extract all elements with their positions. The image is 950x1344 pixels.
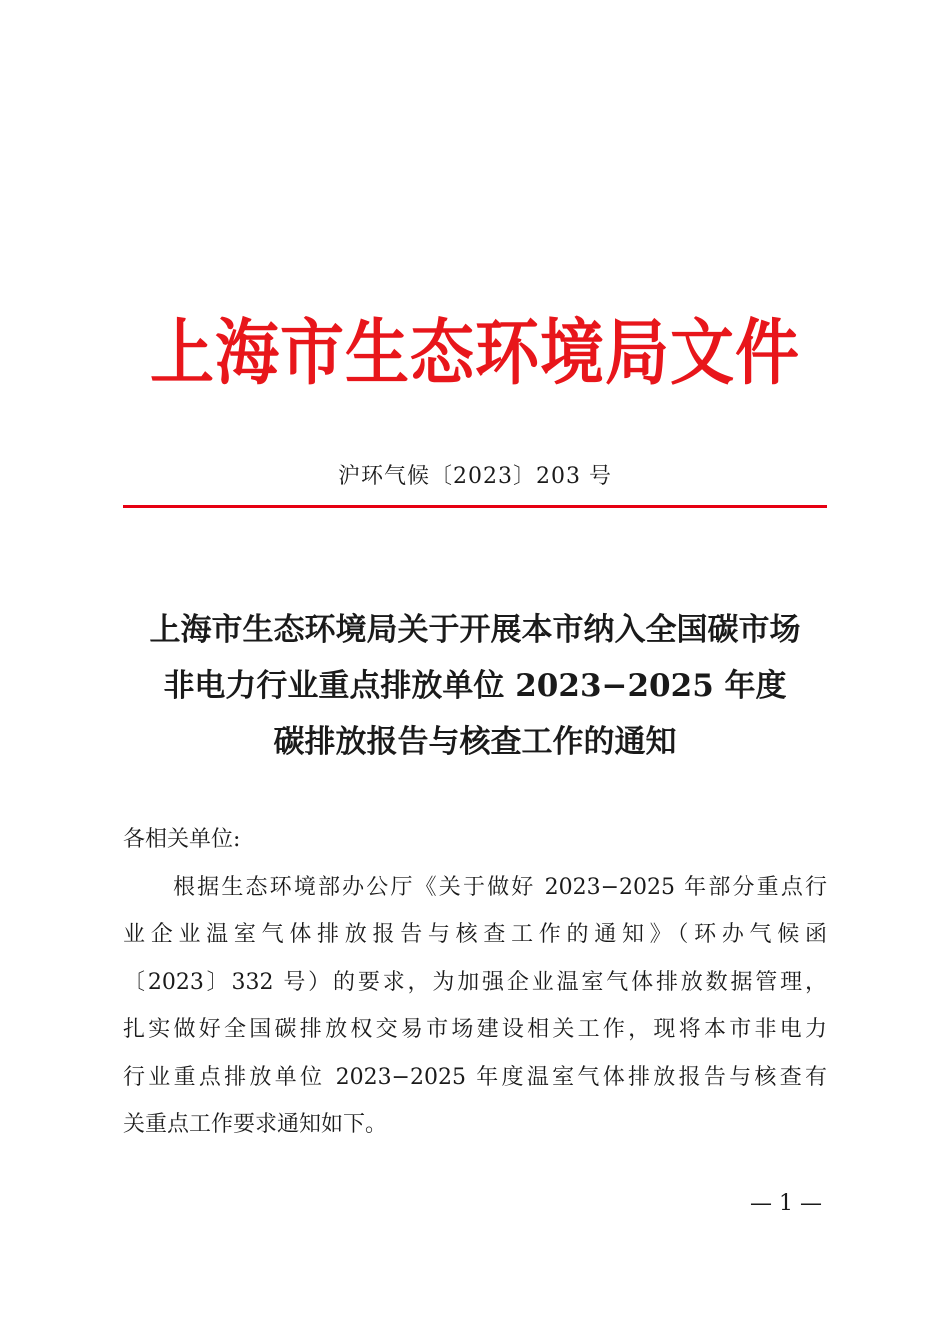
page-number: — 1 — bbox=[750, 1191, 822, 1216]
title-line: 非电力行业重点排放单位 2023−2025 年度 bbox=[163, 668, 787, 704]
title-line: 碳排放报告与核查工作的通知 bbox=[273, 724, 677, 760]
body-text bbox=[123, 816, 827, 1149]
paragraph-line: 〔2023〕332 号）的要求，为加强企业温室气体排放数据管理， bbox=[123, 969, 827, 995]
title-line: 上海市生态环境局关于开展本市纳入全国碳市场 bbox=[149, 612, 801, 648]
paragraph-line: 业企业温室气体排放报告与核查工作的通知》（环办气候函 bbox=[123, 922, 827, 947]
salutation: 各相关单位: bbox=[123, 827, 241, 852]
notice-title bbox=[0, 602, 950, 770]
paragraph-line: 扎实做好全国碳排放权交易市场建设相关工作，现将本市非电力 bbox=[123, 1017, 827, 1042]
masthead-title: 上海市生态环境局文件 bbox=[150, 311, 800, 396]
paragraph-line: 根据生态环境部办公厅《关于做好 2023−2025 年部分重点行 bbox=[173, 874, 827, 900]
document-number: 沪环气候〔2023〕203 号 bbox=[338, 464, 612, 489]
paragraph-line: 关重点工作要求通知如下。 bbox=[123, 1112, 388, 1137]
red-divider-line bbox=[123, 505, 827, 508]
paragraph-line: 行业重点排放单位 2023−2025 年度温室气体排放报告与核查有 bbox=[123, 1064, 827, 1090]
